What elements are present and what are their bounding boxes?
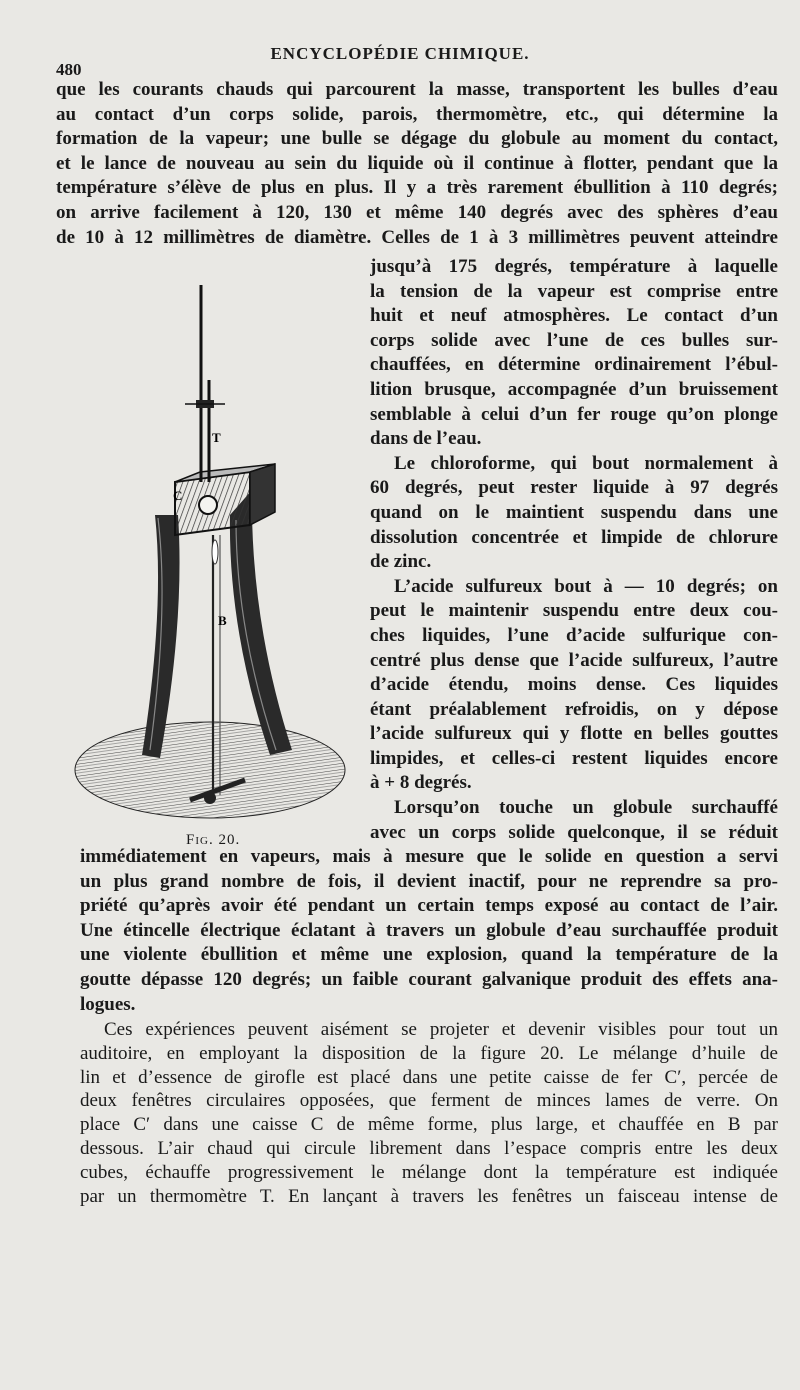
text-line: Le chloroforme, qui bout normalement à — [394, 452, 778, 474]
text-line: centré plus dense que l’acide sulfureux, l’autre — [370, 649, 778, 671]
text-line: la tension de la vapeur est comprise entre — [370, 280, 778, 302]
text-line: dissolution concentrée et limpide de chlorure — [370, 526, 778, 548]
text-line: l’acide sulfureux qui y flotte en belles gouttes — [370, 723, 778, 745]
text-line: une violente ébullition et même une explosion, quand la température de la — [80, 944, 778, 966]
figure-caption: Fig. 20. — [186, 832, 241, 848]
text-line: Une étincelle électrique éclatant à travers un globule d’eau surchauffée produit — [80, 919, 778, 941]
text-line: limpides, et celles-ci restent liquides encore — [370, 747, 778, 769]
running-head: ENCYCLOPÉDIE CHIMIQUE. — [270, 44, 530, 63]
bottom-bold-paragraph — [80, 845, 778, 1017]
text-line: étant préalablement refroidis, on y dépose — [370, 698, 778, 720]
text-line: d’acide étendu, moins dense. Ces liquides — [370, 674, 778, 696]
text-line: L’acide sulfureux bout à — 10 degrés; on — [394, 575, 778, 597]
text-line: immédiatement en vapeurs, mais à mesure que le solide en question a servi — [80, 846, 778, 867]
text-line: chauffées, en détermine ordinairement l’ébul- — [370, 354, 778, 376]
text-line: au contact d’un corps solide, parois, thermomètre, etc., qui détermine la — [56, 103, 778, 125]
text-line: corps solide avec l’une de ces bulles sur- — [370, 329, 778, 351]
text-line: on arrive facilement à 120, 130 et même 140 degrés avec des sphères d’eau — [56, 201, 778, 223]
text-line: jusqu’à 175 degrés, température à laquelle — [370, 256, 778, 277]
text-line: 60 degrés, peut rester liquide à 97 degrés — [370, 477, 778, 499]
text-line: un plus grand nombre de fois, il devient inactif, pour ne reprendre sa pro- — [80, 870, 778, 892]
text-line: logues. — [80, 993, 136, 1015]
text-line: dans de l’eau. — [370, 428, 482, 450]
figure-label-C: C — [173, 488, 183, 503]
stand-left-leg — [142, 515, 180, 758]
text-line: de zinc. — [370, 551, 432, 573]
text-line: de 10 à 12 millimètres de diamètre. Celles de 1 à 3 millimètres peuvent atteindre — [56, 226, 778, 248]
text-line: avec un corps solide quelconque, il se réduit — [370, 821, 778, 843]
text-line: lin et d’essence de girofle est placé dans une petite caisse de fer C′, percée de — [80, 1066, 778, 1088]
text-line: place C′ dans une caisse C de même forme, plus large, et chauffée en B par — [80, 1114, 778, 1136]
page-number: 480 — [56, 60, 82, 79]
text-line: huit et neuf atmosphères. Le contact d’un — [370, 305, 778, 327]
thermometer-T — [185, 285, 225, 482]
right-column-text — [370, 255, 778, 845]
text-line: et le lance de nouveau au sein du liquide où il continue à flotter, pendant que la — [56, 152, 778, 174]
text-line: cubes, échauffe progressivement le mélange dont la température est indiquée — [80, 1161, 778, 1183]
text-line: ches liquides, l’une d’acide sulfurique con- — [370, 624, 778, 646]
text-line: dessous. L’air chaud qui circule librement dans l’espace compris entre les deux — [80, 1137, 778, 1159]
last-paragraph — [80, 1018, 778, 1208]
text-line: priété qu’après avoir été pendant un certain temps exposé au contact de l’air. — [80, 895, 778, 917]
text-line: Lorsqu’on touche un globule surchauffé — [394, 797, 778, 819]
figure-20-illustration — [70, 250, 370, 850]
text-line: lition brusque, accompagnée d’un bruissement — [370, 378, 778, 400]
text-line: peut le maintenir suspendu entre deux cou- — [370, 600, 778, 622]
text-line: Ces expériences peuvent aisément se projeter et devenir visibles pour tout un — [104, 1019, 778, 1040]
text-line: deux fenêtres circulaires opposées, que ferment de minces lames de verre. On — [80, 1090, 778, 1112]
text-line: auditoire, en employant la disposition de la figure 20. Le mélange d’huile de — [80, 1042, 778, 1064]
figure-label-B: B — [218, 613, 227, 628]
text-line: formation de la vapeur; une bulle se dégage du globule au moment du contact, — [56, 128, 778, 150]
box-C — [175, 464, 275, 535]
text-line: que les courants chauds qui parcourent la masse, transportent les bulles d’eau — [56, 79, 778, 100]
top-paragraph — [56, 78, 778, 250]
text-line: quand on le maintient suspendu dans une — [370, 501, 778, 523]
text-line: goutte dépasse 120 degrés; un faible courant galvanique produit des effets ana- — [80, 968, 778, 990]
stand-right-leg — [230, 490, 292, 755]
text-line: par un thermomètre T. En lançant à travers les fenêtres un faisceau intense de — [80, 1185, 778, 1207]
text-line: température s’élève de plus en plus. Il y a très rarement ébullition à 110 degrés; — [56, 177, 778, 199]
text-line: semblable à celui d’un fer rouge qu’on plonge — [370, 403, 778, 425]
text-line: à + 8 degrés. — [370, 772, 472, 794]
figure-label-T: T — [212, 430, 221, 445]
